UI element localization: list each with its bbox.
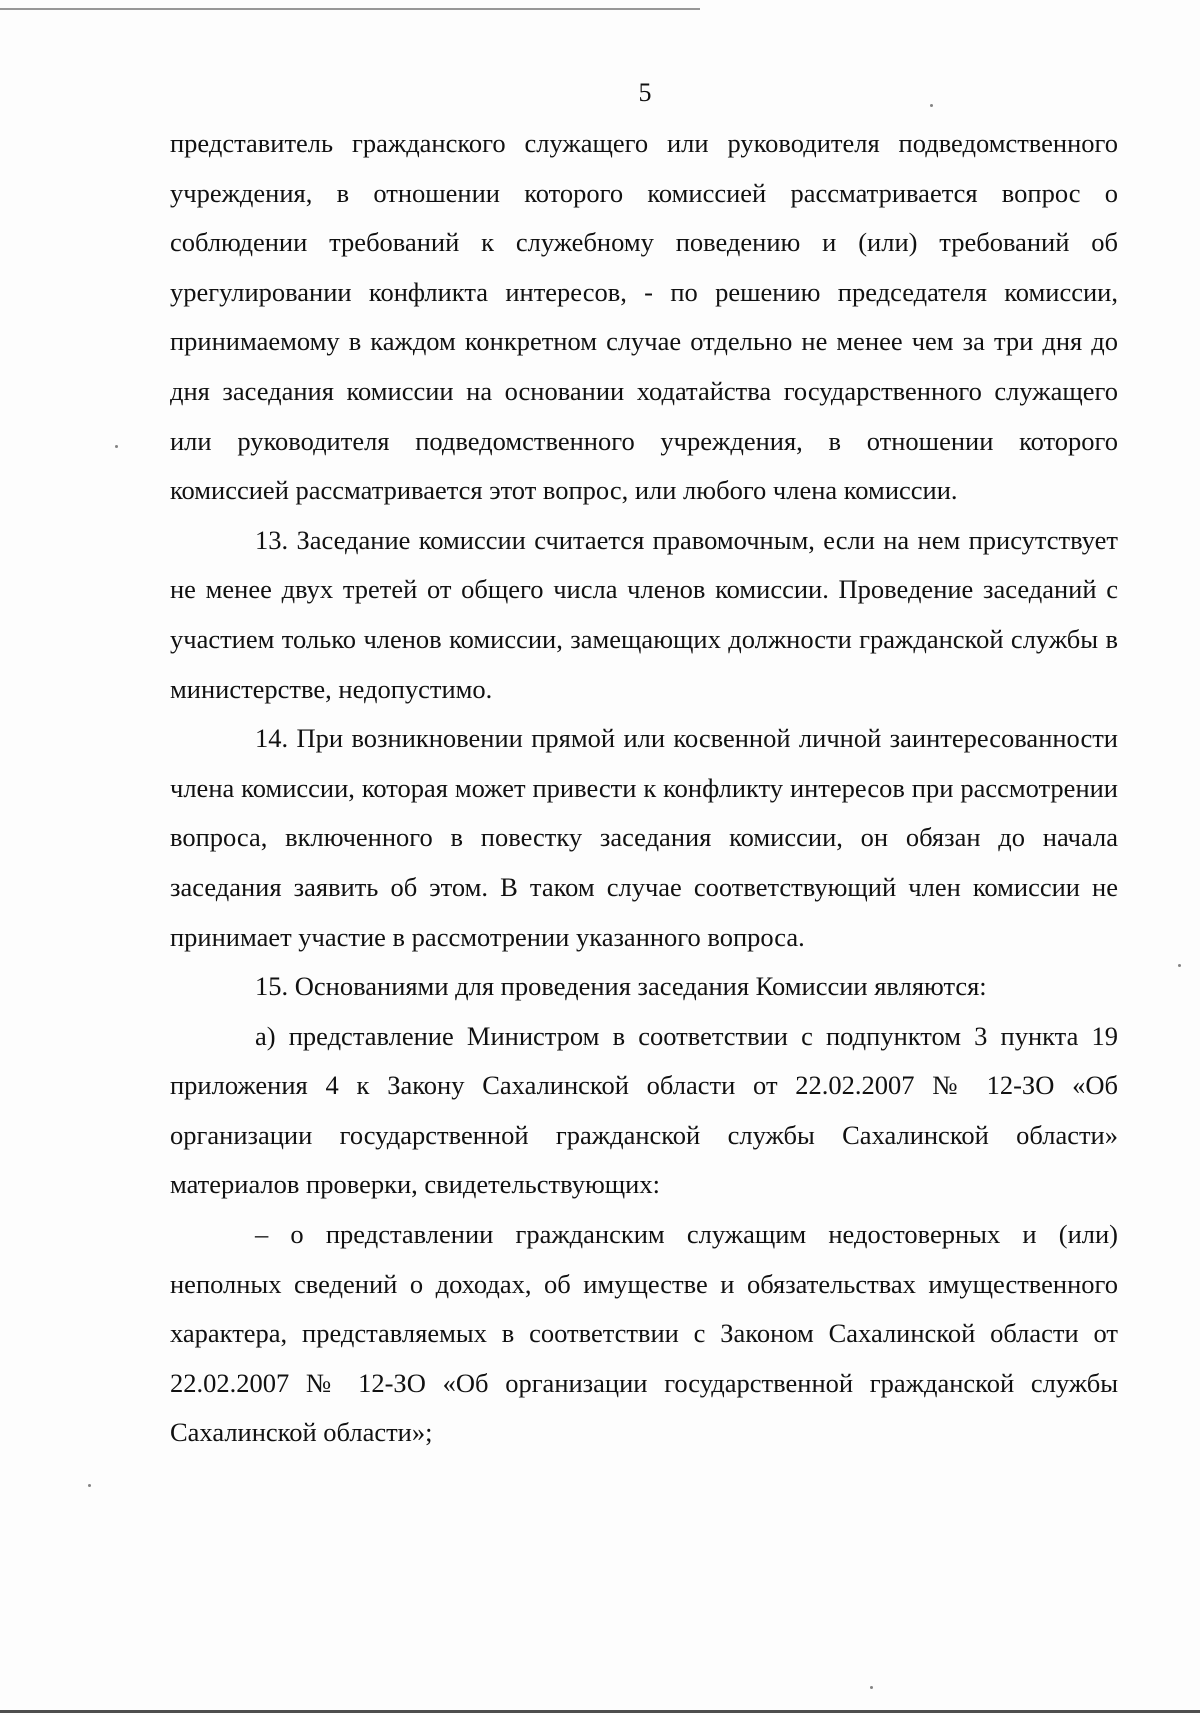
paragraph-14: 14. При возникновении прямой или косвенной личной заинтересованности члена комиссии, которая может привести к конфликту интересов при рассмотрении вопроса, включенного в повестку заседания комиссии, он обязан до начала заседания заявить об этом. В таком случае соответствующий член комиссии не принимает участие в рассмотрении указанного вопроса. bbox=[170, 723, 1118, 952]
scan-speck bbox=[115, 445, 118, 448]
scan-speck bbox=[88, 1484, 91, 1487]
scan-speck bbox=[1178, 964, 1181, 967]
paragraph-continuation: представитель гражданского служащего или руководителя подведомственного учреждения, в отношении которого комиссией рассматривается вопрос о соблюдении требований к служебному поведению и (или) требований об урегулировании конфликта интересов, - по решению председателя комиссии, принимаемому в каждом конкретном случае отдельно не менее чем за три дня до дня заседания комиссии на основании ходатайства государственного служащего или руководителя подведомственного учреждения, в отношении которого комиссией рассматривается этот вопрос, или любого члена комиссии. bbox=[170, 128, 1118, 506]
document-body bbox=[170, 119, 1118, 1458]
paragraph-13: 13. Заседание комиссии считается правомочным, если на нем присутствует не менее двух третей от общего числа членов комиссии. Проведение заседаний с участием только членов комиссии, замещающих должности гражданской службы в министерстве, недопустимо. bbox=[170, 524, 1118, 704]
page-number: 5 bbox=[638, 78, 652, 107]
scan-speck bbox=[870, 1686, 873, 1689]
scan-speck bbox=[930, 104, 933, 107]
scan-top-edge bbox=[0, 8, 700, 10]
paragraph-15: 15. Основаниями для проведения заседания Комиссии являются: bbox=[255, 971, 987, 1002]
paragraph-15a-dash-item: – о представлении гражданским служащим недостоверных и (или) неполных сведений о доходах, об имуществе и обязательствах имущественного характера, представляемых в соответствии с Законом Сахалинской области от 22.02.2007 № 12-ЗО «Об организации государственной гражданской службы Сахалинской области»; bbox=[170, 1219, 1118, 1448]
scan-bottom-edge bbox=[0, 1710, 1200, 1713]
paragraph-15a: а) представление Министром в соответствии с подпунктом 3 пункта 19 приложения 4 к Закону Сахалинской области от 22.02.2007 № 12-ЗО «Об организации государственной гражданской службы Сахалинской области» материалов проверки, свидетельствующих: bbox=[170, 1020, 1118, 1200]
